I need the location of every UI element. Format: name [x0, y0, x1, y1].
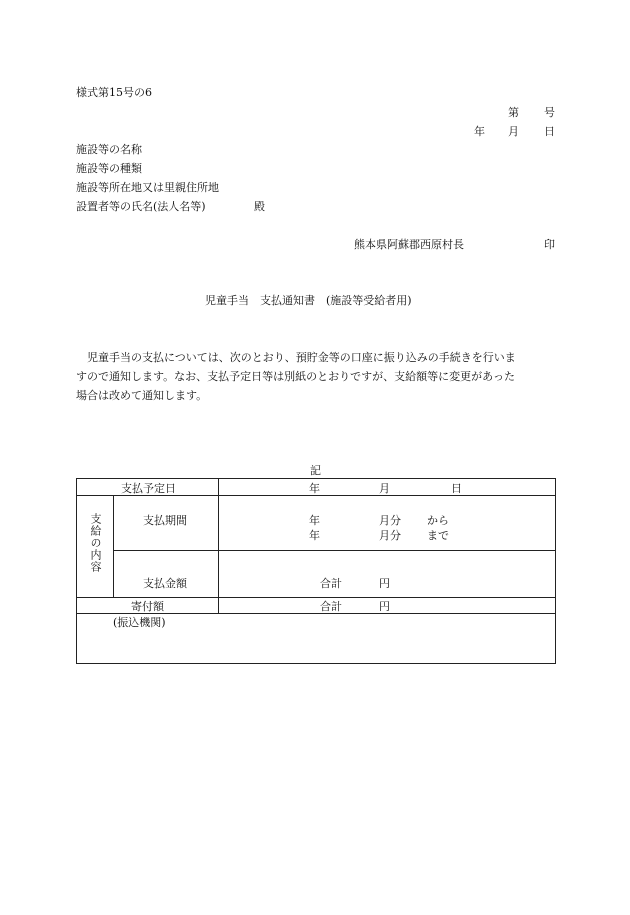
column-divider-main — [218, 479, 219, 613]
period-from-suffix: から — [427, 514, 449, 527]
date-day: 日 — [544, 125, 555, 138]
facility-name-label: 施設等の名称 — [76, 143, 142, 156]
body-text-line-3: 場合は改めて通知します。 — [76, 389, 208, 402]
amount-total-label: 合計 — [320, 577, 342, 590]
founder-name-label: 設置者等の氏名(法人名等) — [76, 200, 206, 213]
period-from-month: 月分 — [379, 514, 401, 527]
seal-mark: 印 — [544, 238, 555, 251]
bank-label: (振込機関) — [113, 616, 166, 629]
issuer-name: 熊本県阿蘇郡西原村長 — [354, 238, 464, 251]
payment-period-label: 支払期間 — [143, 514, 187, 527]
date-year: 年 — [474, 125, 485, 138]
facility-location-label: 施設等所在地又は里親住所地 — [76, 181, 219, 194]
doc-number-go: 号 — [544, 106, 555, 119]
body-text-line-1: 児童手当の支払については、次のとおり、預貯金等の口座に振り込みの手続きを行いま — [87, 351, 516, 364]
honorific: 殿 — [254, 200, 265, 213]
payment-table — [76, 478, 556, 664]
period-to-suffix: まで — [427, 529, 449, 542]
payment-content-label: 支給の内容 — [89, 513, 102, 573]
period-to-year: 年 — [309, 529, 320, 542]
scheduled-date-year: 年 — [309, 482, 320, 495]
donation-label: 寄付額 — [131, 600, 164, 613]
column-divider-sub — [113, 495, 114, 597]
scheduled-date-day: 日 — [451, 482, 462, 495]
donation-yen: 円 — [379, 600, 390, 613]
donation-total-label: 合計 — [320, 600, 342, 613]
facility-type-label: 施設等の種類 — [76, 162, 142, 175]
scheduled-date-month: 月 — [379, 482, 390, 495]
document-title: 児童手当 支払通知書 (施設等受給者用) — [205, 294, 412, 307]
scheduled-date-label: 支払予定日 — [121, 482, 176, 495]
row-divider-2 — [113, 550, 555, 551]
period-to-month: 月分 — [379, 529, 401, 542]
amount-yen: 円 — [379, 577, 390, 590]
ki-label: 記 — [310, 464, 321, 477]
doc-number-dai: 第 — [508, 106, 519, 119]
payment-amount-label: 支払金額 — [143, 577, 187, 590]
form-number: 様式第15号の6 — [76, 86, 152, 99]
date-month: 月 — [508, 125, 519, 138]
period-from-year: 年 — [309, 514, 320, 527]
body-text-line-2: すので通知します。なお、支払予定日等は別紙のとおりですが、支給額等に変更があった — [76, 370, 516, 383]
